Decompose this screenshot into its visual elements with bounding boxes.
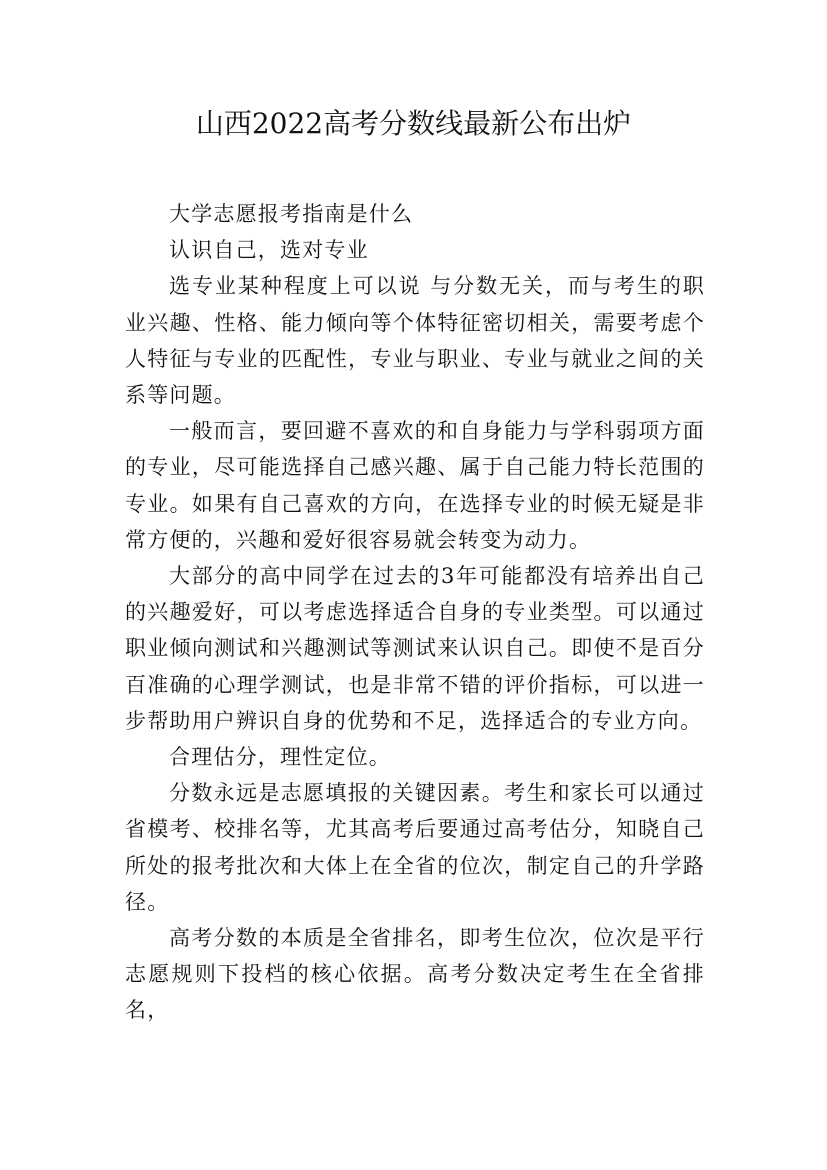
paragraph-heading-guide: 大学志愿报考指南是什么 — [169, 202, 414, 226]
paragraph-interest-tests: 大部分的高中同学在过去的3年可能都没有培养出自己的兴趣爱好，可以考虑选择适合自身的专业类型。可以通过职业倾向测试和兴趣测试等测试来认识自己。即使不是百分百准确的心理学测试，也是非常不错的评价指标，可以进一步帮助用户辨识自身的优势和不足，选择适合的专业方向。 — [125, 564, 705, 733]
document-body — [125, 196, 705, 1029]
paragraph-heading-estimate-score: 合理估分，理性定位。 — [169, 745, 391, 770]
paragraph-avoid-weakness: 一般而言，要回避不喜欢的和自身能力与学科弱项方面的专业，尽可能选择自己感兴趣、属于自己能力特长范围的专业。如果有自己喜欢的方向，在选择专业的时候无疑是非常方便的，兴趣和爱好很容易就会转变为动力。 — [125, 419, 705, 552]
paragraph-major-choice: 选专业某种程度上可以说 与分数无关，而与考生的职业兴趣、性格、能力倾向等个体特征密切相关，需要考虑个人特征与专业的匹配性，专业与职业、专业与就业之间的关系等问题。 — [125, 274, 705, 408]
document-title: 山西2022高考分数线最新公布出炉 — [195, 107, 632, 140]
paragraph-heading-know-yourself: 认识自己，选对专业 — [169, 238, 369, 263]
paragraph-score-key-factor: 分数永远是志愿填报的关键因素。考生和家长可以通过省模考、校排名等，尤其高考后要通过高考估分，知晓自己所处的报考批次和大体上在全省的位次，制定自己的升学路径。 — [125, 781, 705, 914]
paragraph-score-ranking: 高考分数的本质是全省排名，即考生位次，位次是平行志愿规则下投档的核心依据。高考分数决定考生在全省排名， — [125, 926, 705, 1023]
